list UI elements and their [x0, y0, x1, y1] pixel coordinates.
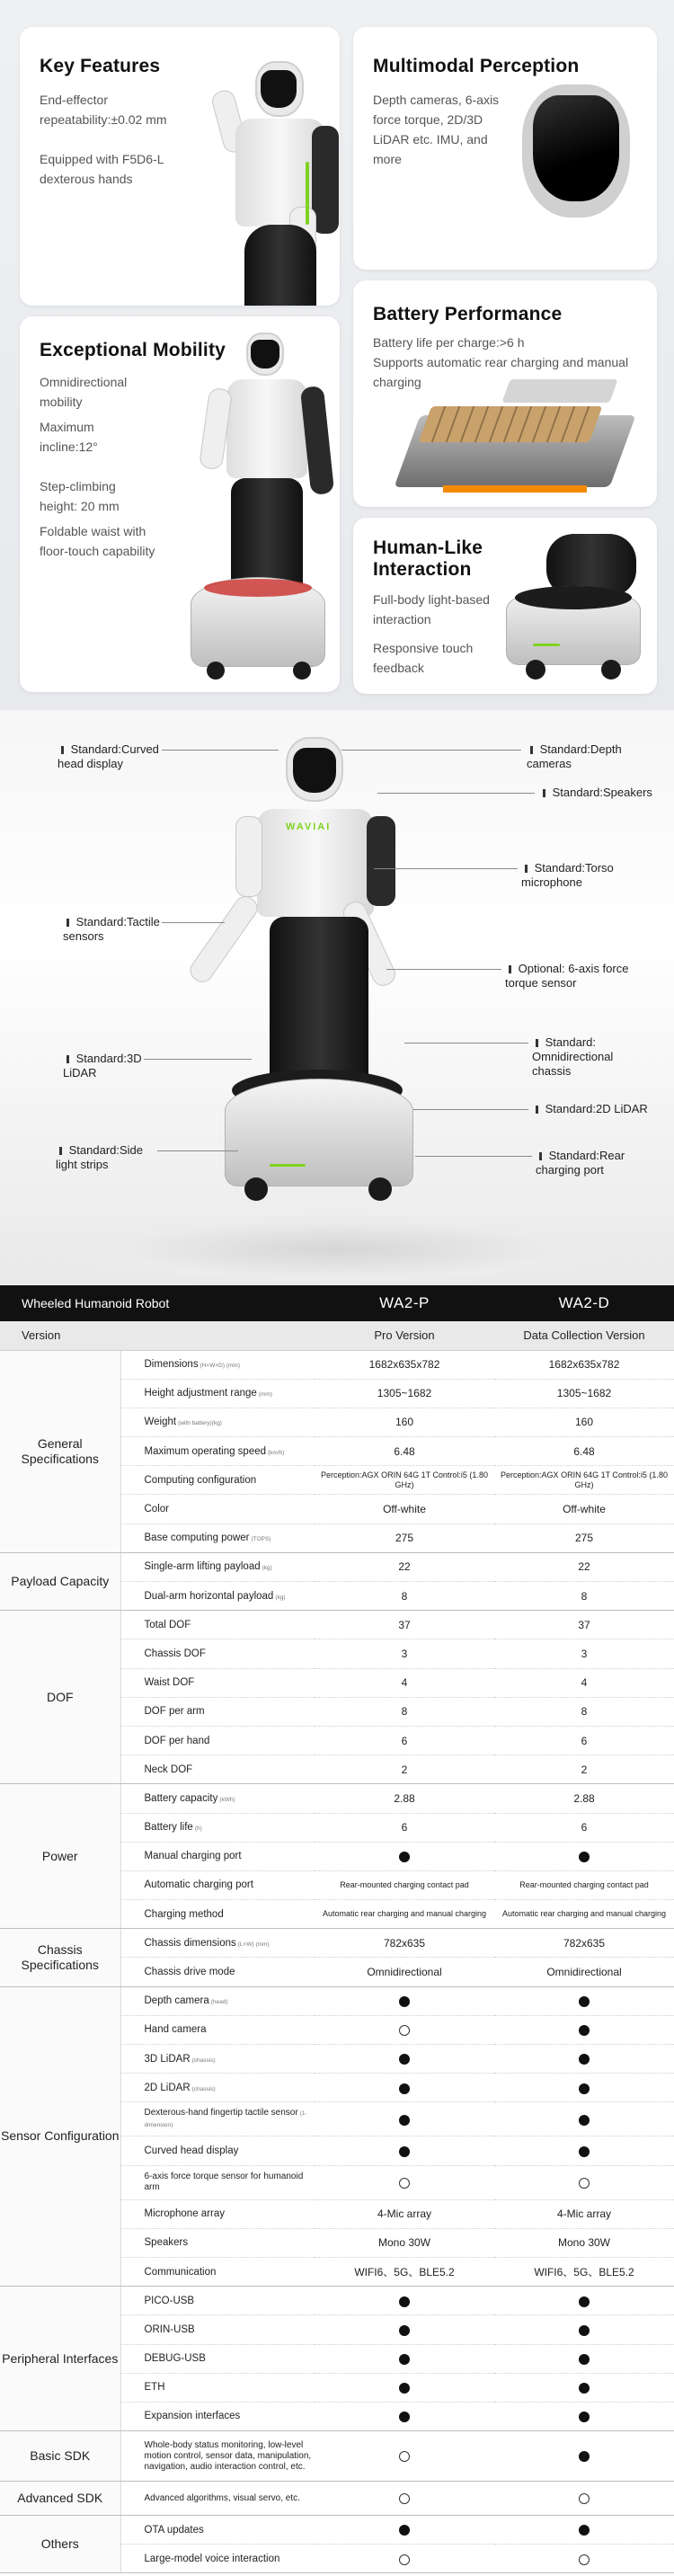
value-wa2-d	[494, 2287, 674, 2315]
value-wa2-p	[315, 2074, 494, 2102]
value-wa2-p: 8	[315, 1697, 494, 1726]
key-feature-line: Equipped with F5D6-L dexterous hands	[40, 152, 164, 186]
row-label: Whole-body status monitoring, low-level motion control, sensor data, manipulation, navigation, audio interaction control, etc.	[120, 2431, 315, 2482]
standard-filled-dot-icon	[579, 2296, 590, 2307]
value-wa2-d: WIFI6、5G、BLE5.2	[494, 2257, 674, 2286]
row-label: 6-axis force torque sensor for humanoid arm	[120, 2165, 315, 2199]
value-wa2-d: Automatic rear charging and manual charging	[494, 1900, 674, 1929]
row-label: Advanced algorithms, visual servo, etc.	[120, 2482, 315, 2516]
row-label: Weight (with battery)(kg)	[120, 1408, 315, 1436]
group-label: Basic SDK	[0, 2431, 120, 2482]
value-wa2-d	[494, 2165, 674, 2199]
row-label: OTA updates	[120, 2516, 315, 2545]
standard-filled-dot-icon	[579, 2383, 590, 2394]
row-label: Neck DOF	[120, 1755, 315, 1784]
row-label: ETH	[120, 2373, 315, 2402]
value-wa2-p: Off-white	[315, 1495, 494, 1523]
group-label: Peripheral Interfaces	[0, 2287, 120, 2431]
battery-line: Supports automatic rear charging and manual charging	[373, 355, 629, 389]
callout-side-light-strips: Standard:Side light strips	[56, 1143, 144, 1171]
value-wa2-p: 160	[315, 1408, 494, 1436]
row-label: DOF per hand	[120, 1726, 315, 1754]
value-wa2-p	[315, 2045, 494, 2074]
standard-filled-dot-icon	[399, 2325, 410, 2336]
standard-filled-dot-icon	[579, 2451, 590, 2462]
value-wa2-d: 4	[494, 1668, 674, 1697]
value-wa2-d	[494, 2516, 674, 2545]
group-label: Others	[0, 2516, 120, 2573]
table-row	[0, 1552, 674, 1581]
standard-filled-dot-icon	[579, 2354, 590, 2365]
value-wa2-p: 6	[315, 1813, 494, 1842]
value-wa2-p: 8	[315, 1582, 494, 1611]
row-label: Dexterous-hand fingertip tactile sensor (1-dimension)	[120, 2102, 315, 2136]
callout-marker-icon	[536, 1106, 538, 1114]
value-wa2-d: 6.48	[494, 1437, 674, 1466]
value-wa2-d	[494, 2102, 674, 2136]
human-like-card	[353, 518, 657, 694]
row-label: Expansion interfaces	[120, 2402, 315, 2430]
standard-filled-dot-icon	[579, 2083, 590, 2094]
row-label: PICO-USB	[120, 2287, 315, 2315]
value-wa2-d	[494, 1842, 674, 1870]
brand-text: WAVIAI	[286, 822, 332, 832]
value-wa2-d: 1305~1682	[494, 1379, 674, 1408]
standard-filled-dot-icon	[399, 2054, 410, 2065]
row-label: Base computing power (TOPS)	[120, 1523, 315, 1552]
standard-filled-dot-icon	[399, 2115, 410, 2126]
row-label: DOF per arm	[120, 1697, 315, 1726]
row-label: 3D LiDAR (chassis)	[120, 2045, 315, 2074]
multimodal-card	[353, 27, 657, 270]
value-wa2-p	[315, 1842, 494, 1870]
value-wa2-p: 275	[315, 1523, 494, 1552]
battery-title: Battery Performance	[373, 304, 563, 324]
standard-filled-dot-icon	[579, 2525, 590, 2536]
row-label: Waist DOF	[120, 1668, 315, 1697]
value-wa2-d	[494, 2315, 674, 2344]
standard-filled-dot-icon	[579, 2325, 590, 2336]
standard-filled-dot-icon	[579, 2146, 590, 2157]
row-label: Depth camera (head)	[120, 1986, 315, 2015]
value-wa2-p: Rear-mounted charging contact pad	[315, 1870, 494, 1899]
callout-marker-icon	[67, 1055, 69, 1063]
value-wa2-d: 8	[494, 1582, 674, 1611]
model-wa2-d: WA2-D	[494, 1285, 674, 1321]
value-wa2-d	[494, 2545, 674, 2573]
value-wa2-d: Perception:AGX ORIN 64G 1T Control:i5 (1.80 GHz)	[494, 1466, 674, 1495]
value-wa2-d	[494, 2482, 674, 2516]
optional-hollow-circle-icon	[579, 2554, 590, 2565]
optional-hollow-circle-icon	[399, 2554, 410, 2565]
table-row	[0, 1929, 674, 1958]
standard-filled-dot-icon	[579, 1852, 590, 1862]
value-wa2-d	[494, 2045, 674, 2074]
value-wa2-p: Mono 30W	[315, 2228, 494, 2257]
version-data-collection: Data Collection Version	[494, 1321, 674, 1350]
value-wa2-d	[494, 2015, 674, 2044]
value-wa2-d: 37	[494, 1611, 674, 1639]
table-row	[0, 1350, 674, 1379]
value-wa2-p	[315, 2516, 494, 2545]
battery-line: Battery life per charge:>6 h	[373, 335, 525, 350]
mobility-line: Foldable waist with floor-touch capability	[40, 524, 155, 558]
standard-filled-dot-icon	[399, 2383, 410, 2394]
row-label: Chassis drive mode	[120, 1958, 315, 1986]
callout-curved-head-display: Standard:Curved head display	[58, 742, 159, 770]
row-label: Maximum operating speed (km/h)	[120, 1437, 315, 1466]
row-label: Dimensions (H×W×D) (mm)	[120, 1350, 315, 1379]
row-label: Chassis DOF	[120, 1639, 315, 1668]
key-features-card	[20, 27, 340, 306]
optional-hollow-circle-icon	[399, 2178, 410, 2189]
value-wa2-d: 3	[494, 1639, 674, 1668]
value-wa2-p	[315, 2373, 494, 2402]
table-title: Wheeled Humanoid Robot	[0, 1285, 315, 1321]
table-row	[0, 1784, 674, 1813]
row-label: Dual-arm horizontal payload (kg)	[120, 1582, 315, 1611]
value-wa2-p	[315, 2287, 494, 2315]
value-wa2-d: Off-white	[494, 1495, 674, 1523]
row-label: ORIN-USB	[120, 2315, 315, 2344]
row-label: Battery life (h)	[120, 1813, 315, 1842]
row-label: DEBUG-USB	[120, 2344, 315, 2373]
value-wa2-d: 6	[494, 1813, 674, 1842]
value-wa2-p	[315, 2482, 494, 2516]
value-wa2-p: 2	[315, 1755, 494, 1784]
key-features-title: Key Features	[40, 56, 161, 76]
value-wa2-p: Automatic rear charging and manual charging	[315, 1900, 494, 1929]
value-wa2-d	[494, 2344, 674, 2373]
row-label: Charging method	[120, 1900, 315, 1929]
mobility-title: Exceptional Mobility	[40, 340, 226, 360]
row-label: Chassis dimensions (L×W) (mm)	[120, 1929, 315, 1958]
multimodal-line: Depth cameras, 6-axis force torque, 2D/3D LiDAR etc. IMU, and more	[373, 93, 500, 166]
standard-filled-dot-icon	[579, 2025, 590, 2036]
standard-filled-dot-icon	[399, 2146, 410, 2157]
value-wa2-p	[315, 2402, 494, 2430]
value-wa2-d: Rear-mounted charging contact pad	[494, 1870, 674, 1899]
standard-filled-dot-icon	[579, 2054, 590, 2065]
value-wa2-p	[315, 2102, 494, 2136]
row-label: Height adjustment range (mm)	[120, 1379, 315, 1408]
standard-filled-dot-icon	[579, 2412, 590, 2422]
value-wa2-p: 2.88	[315, 1784, 494, 1813]
mobility-card	[20, 316, 340, 692]
standard-filled-dot-icon	[579, 1996, 590, 2007]
standard-filled-dot-icon	[399, 2525, 410, 2536]
row-label: Single-arm lifting payload (kg)	[120, 1552, 315, 1581]
value-wa2-p: 1305~1682	[315, 1379, 494, 1408]
row-label: Total DOF	[120, 1611, 315, 1639]
table-row	[0, 2482, 674, 2516]
value-wa2-d: Mono 30W	[494, 2228, 674, 2257]
table-row	[0, 1986, 674, 2015]
row-label: Communication	[120, 2257, 315, 2286]
value-wa2-d: 22	[494, 1552, 674, 1581]
multimodal-title: Multimodal Perception	[373, 56, 580, 76]
value-wa2-d: 160	[494, 1408, 674, 1436]
group-label: DOF	[0, 1611, 120, 1784]
mobility-line: Omnidirectional mobility	[40, 375, 128, 409]
row-label: Hand camera	[120, 2015, 315, 2044]
callout-marker-icon	[543, 789, 545, 797]
row-label: Color	[120, 1495, 315, 1523]
callout-3d-lidar: Standard:3D LiDAR	[63, 1052, 142, 1079]
value-wa2-p: Perception:AGX ORIN 64G 1T Control:i5 (1.80 GHz)	[315, 1466, 494, 1495]
value-wa2-p	[315, 2136, 494, 2165]
model-wa2-p: WA2-P	[315, 1285, 494, 1321]
group-label: Sensor Configuration	[0, 1986, 120, 2287]
annotated-robot-section	[0, 710, 674, 1285]
value-wa2-d: Omnidirectional	[494, 1958, 674, 1986]
table-row	[0, 1611, 674, 1639]
group-label: Payload Capacity	[0, 1552, 120, 1610]
value-wa2-d	[494, 2402, 674, 2430]
value-wa2-p	[315, 2545, 494, 2573]
callout-2d-lidar: Standard:2D LiDAR	[532, 1102, 649, 1116]
value-wa2-d: 1682x635x782	[494, 1350, 674, 1379]
value-wa2-d	[494, 2373, 674, 2402]
row-label: Computing configuration	[120, 1466, 315, 1495]
callout-marker-icon	[525, 865, 528, 873]
value-wa2-p: 37	[315, 1611, 494, 1639]
row-label: Battery capacity (kWh)	[120, 1784, 315, 1813]
value-wa2-d	[494, 2431, 674, 2482]
value-wa2-p	[315, 2315, 494, 2344]
table-row	[0, 2287, 674, 2315]
row-label: 2D LiDAR (chassis)	[120, 2074, 315, 2102]
value-wa2-d	[494, 2074, 674, 2102]
standard-filled-dot-icon	[399, 1852, 410, 1862]
human-like-line: Responsive touch feedback	[373, 641, 474, 675]
feature-grid	[0, 0, 674, 710]
row-label: Curved head display	[120, 2136, 315, 2165]
table-row	[0, 2431, 674, 2482]
row-label: Speakers	[120, 2228, 315, 2257]
value-wa2-p	[315, 2344, 494, 2373]
standard-filled-dot-icon	[399, 1996, 410, 2007]
callout-marker-icon	[509, 965, 511, 973]
callout-marker-icon	[530, 746, 533, 754]
value-wa2-p: 3	[315, 1639, 494, 1668]
callout-marker-icon	[539, 1152, 542, 1160]
callout-marker-icon	[59, 1147, 62, 1155]
value-wa2-d: 782x635	[494, 1929, 674, 1958]
row-label: Automatic charging port	[120, 1870, 315, 1899]
optional-hollow-circle-icon	[399, 2025, 410, 2036]
value-wa2-p: 6	[315, 1726, 494, 1754]
row-label: Manual charging port	[120, 1842, 315, 1870]
value-wa2-d	[494, 2136, 674, 2165]
group-label: Chassis Specifications	[0, 1929, 120, 1986]
group-label: Power	[0, 1784, 120, 1929]
battery-card	[353, 280, 657, 507]
standard-filled-dot-icon	[399, 2296, 410, 2307]
row-label: Microphone array	[120, 2199, 315, 2228]
value-wa2-d: 2.88	[494, 1784, 674, 1813]
value-wa2-p	[315, 2431, 494, 2482]
value-wa2-p	[315, 1986, 494, 2015]
human-like-line: Full-body light-based interaction	[373, 592, 490, 626]
table-row	[0, 2516, 674, 2545]
value-wa2-d: 2	[494, 1755, 674, 1784]
optional-hollow-circle-icon	[399, 2493, 410, 2504]
value-wa2-p: 22	[315, 1552, 494, 1581]
value-wa2-p: 782x635	[315, 1929, 494, 1958]
value-wa2-p: 4	[315, 1668, 494, 1697]
standard-filled-dot-icon	[399, 2412, 410, 2422]
callout-marker-icon	[61, 746, 64, 754]
human-like-title: Human-Like Interaction	[373, 537, 483, 580]
value-wa2-d	[494, 1986, 674, 2015]
value-wa2-p: 4-Mic array	[315, 2199, 494, 2228]
value-wa2-d: 4-Mic array	[494, 2199, 674, 2228]
callout-torso-microphone: Standard:Torso microphone	[521, 861, 614, 889]
value-wa2-p	[315, 2165, 494, 2199]
value-wa2-p: 1682x635x782	[315, 1350, 494, 1379]
callout-rear-charging-port: Standard:Rear charging port	[536, 1149, 625, 1177]
value-wa2-p	[315, 2015, 494, 2044]
version-row	[0, 1321, 674, 1350]
group-label: General Specifications	[0, 1350, 120, 1552]
value-wa2-p: 6.48	[315, 1437, 494, 1466]
callout-tactile-sensors: Standard:Tactile sensors	[63, 915, 160, 943]
callout-depth-cameras: Standard:Depth cameras	[527, 742, 622, 770]
optional-hollow-circle-icon	[399, 2451, 410, 2462]
version-label: Version	[0, 1321, 315, 1350]
row-label: Large-model voice interaction	[120, 2545, 315, 2573]
floor-reflection	[54, 1213, 620, 1285]
callout-force-torque-sensor: Optional: 6-axis force torque sensor	[505, 962, 629, 990]
callout-marker-icon	[67, 919, 69, 927]
callout-omnidirectional-chassis: Standard: Omnidirectional chassis	[532, 1035, 614, 1078]
callout-marker-icon	[536, 1039, 538, 1047]
spec-table	[0, 1285, 674, 2573]
mobility-line: Step-climbing height: 20 mm	[40, 479, 120, 513]
table-header-row	[0, 1285, 674, 1321]
key-feature-line: End-effector repeatability:±0.02 mm	[40, 93, 167, 127]
value-wa2-d: 275	[494, 1523, 674, 1552]
value-wa2-p: Omnidirectional	[315, 1958, 494, 1986]
standard-filled-dot-icon	[399, 2083, 410, 2094]
group-label: Advanced SDK	[0, 2482, 120, 2516]
value-wa2-p: WIFI6、5G、BLE5.2	[315, 2257, 494, 2286]
standard-filled-dot-icon	[399, 2354, 410, 2365]
value-wa2-d: 8	[494, 1697, 674, 1726]
optional-hollow-circle-icon	[579, 2493, 590, 2504]
mobility-line: Maximum incline:12°	[40, 420, 98, 454]
optional-hollow-circle-icon	[579, 2178, 590, 2189]
value-wa2-d: 6	[494, 1726, 674, 1754]
callout-speakers: Standard:Speakers	[539, 786, 656, 800]
version-pro: Pro Version	[315, 1321, 494, 1350]
standard-filled-dot-icon	[579, 2115, 590, 2126]
